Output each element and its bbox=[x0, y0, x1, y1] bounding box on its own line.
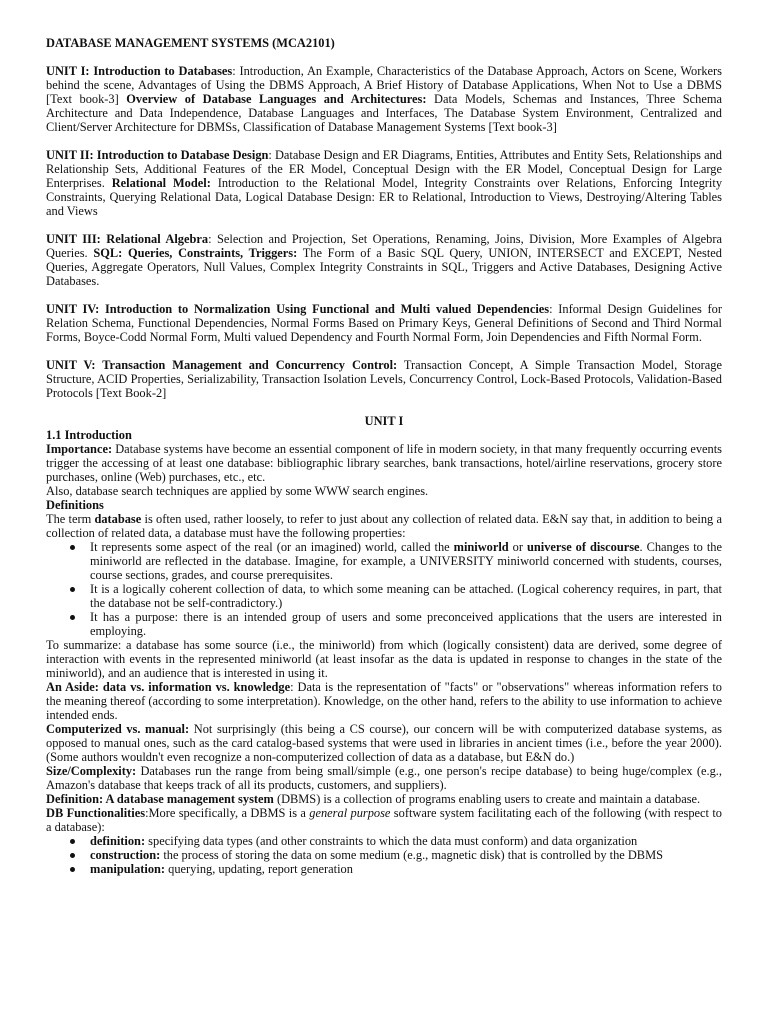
unit-subheading: Relational Model: bbox=[111, 176, 211, 190]
introduction-heading: 1.1 Introduction bbox=[46, 428, 132, 442]
unit-text: Data Models, Schemas and Instances, Three Schema Architecture and Data Independence, Database Languages and Interfaces, The Database System Environment, Centralized and Client/Server Architecture for DBMSs, Classification of Database Management Systems [Text book-3] bbox=[46, 92, 722, 134]
importance-text: Database systems have become an essential component of life in modern society, in that many frequently occurring events trigger the accessing of at least one database: bibliographic library searches, bank transactions, hotel/airline reservations, grocery store purchases, online (Web) purchases, etc., etc. bbox=[46, 442, 722, 484]
syllabus-unit-5 bbox=[46, 358, 722, 400]
importance-label: Importance: bbox=[46, 442, 113, 456]
list-item: It has a purpose: there is an intended group of users and some preconceived applications that the users are interested in employing. bbox=[90, 610, 722, 638]
text-run: It represents some aspect of the real (or an imagined) world, called the bbox=[90, 540, 454, 554]
list-item bbox=[90, 862, 722, 876]
unit-one-heading: UNIT I bbox=[364, 414, 404, 428]
manipulation-text: querying, updating, report generation bbox=[165, 862, 353, 876]
database-definition-paragraph bbox=[46, 512, 722, 540]
summary-paragraph: To summarize: a database has some source (i.e., the miniworld) from which (logically consistent) data are derived, some degree of interaction with events in the represented miniworld (at least insofar as the data is updated in response to changes in the state of the miniworld), and an audience that is interested in using it. bbox=[46, 638, 722, 680]
syllabus-unit-2 bbox=[46, 148, 722, 218]
also-paragraph: Also, database search techniques are applied by some WWW search engines. bbox=[46, 484, 429, 498]
general-purpose-term: general purpose bbox=[309, 806, 391, 820]
syllabus-unit-3 bbox=[46, 232, 722, 288]
dbms-definition-paragraph bbox=[46, 792, 722, 806]
construction-label: construction: bbox=[90, 848, 161, 862]
text-run: . Changes to the miniworld are reflected in the database. Imagine, for example, a UNIVERSITY miniworld concerned with students, courses, course sections, grades, and course prerequisites. bbox=[90, 540, 722, 582]
dbms-definition-label: Definition: A database management system bbox=[46, 792, 274, 806]
importance-paragraph bbox=[46, 442, 722, 484]
unit-subheading: SQL: Queries, Constraints, Triggers: bbox=[93, 246, 298, 260]
unit-text: The Form of a Basic SQL Query, UNION, INTERSECT and EXCEPT, Nested Queries, Aggregate Operators, Null Values, Complex Integrity Constraints in SQL, Triggers and Active Databases, Designing Active Databases. bbox=[46, 246, 722, 288]
unit-subheading: Overview of Database Languages and Architectures: bbox=[126, 92, 427, 106]
manipulation-label: manipulation: bbox=[90, 862, 166, 876]
text-run: is often used, rather loosely, to refer to just about any collection of related data. E&N say that, in addition to being a collection of related data, a database must have the following properties: bbox=[46, 512, 722, 540]
database-term: database bbox=[94, 512, 142, 526]
computerized-label: Computerized vs. manual: bbox=[46, 722, 190, 736]
definition-label: definition: bbox=[90, 834, 146, 848]
universe-of-discourse-term: universe of discourse bbox=[526, 540, 640, 554]
construction-text: the process of storing the data on some medium (e.g., magnetic disk) that is controlled by the DBMS bbox=[160, 848, 663, 862]
functionalities-list bbox=[46, 834, 722, 876]
unit-heading: UNIT II: Introduction to Database Design bbox=[46, 148, 269, 162]
unit-text: : Selection and Projection, Set Operations, Renaming, Joins, Division, More Examples of Algebra Queries. bbox=[46, 232, 722, 260]
unit-heading: UNIT IV: Introduction to Normalization Using Functional and Multi valued Dependencies bbox=[46, 302, 550, 316]
unit-text: : Introduction, An Example, Characteristics of the Database Approach, Actors on Scene, Workers behind the scene, Advantages of Using the DBMS Approach, A Brief History of Database Applications, When Not to Use a DBMS [Text book-3] bbox=[46, 64, 722, 106]
syllabus-unit-4 bbox=[46, 302, 722, 344]
text-run: software system facilitating each of the following (with respect to a database): bbox=[46, 806, 722, 834]
list-item: It is a logically coherent collection of data, to which some meaning can be attached. (Logical coherency requires, in part, that the database not be self-contradictory.) bbox=[90, 582, 722, 610]
list-item bbox=[90, 540, 722, 582]
functionalities-label: DB Functionalities bbox=[46, 806, 146, 820]
aside-text: : Data is the representation of "facts" or "observations" whereas information refers to the meaning thereof (according to some interpretation). Knowledge, on the other hand, refers to the ability to use information to achieve intended ends. bbox=[46, 680, 722, 722]
definitions-heading: Definitions bbox=[46, 498, 104, 512]
document-title: DATABASE MANAGEMENT SYSTEMS (MCA2101) bbox=[46, 36, 335, 50]
computerized-paragraph bbox=[46, 722, 722, 764]
unit-text: Transaction Concept, A Simple Transaction Model, Storage Structure, ACID Properties, Serializability, Transaction Isolation Levels, Concurrency Control, Lock-Based Protocols, Validation-Based Protocols [Text Book-2] bbox=[46, 358, 722, 400]
text-run: or bbox=[508, 540, 527, 554]
miniworld-term: miniworld bbox=[453, 540, 509, 554]
dbms-definition-text: (DBMS) is a collection of programs enabling users to create and maintain a database. bbox=[273, 792, 701, 806]
text-run: The term bbox=[46, 512, 95, 526]
computerized-text: Not surprisingly (this being a CS course), our concern will be with computerized database systems, as opposed to manual ones, such as the card catalog-based systems that were used in libraries in ancient times (i.e., before the year 2000). (Some authors wouldn't even recognize a non-computerized collection of data as a database, but E&N do.) bbox=[46, 722, 722, 764]
unit-text: : Database Design and ER Diagrams, Entities, Attributes and Entity Sets, Relationships and Relationship Sets, Additional Features of the ER Model, Conceptual Design with the ER Model, Conceptual Design for Large Enterprises. bbox=[46, 148, 722, 190]
text-run: :More specifically, a DBMS is a bbox=[145, 806, 310, 820]
functionalities-paragraph bbox=[46, 806, 722, 834]
unit-heading: UNIT I: Introduction to Databases bbox=[46, 64, 233, 78]
database-properties-list bbox=[46, 540, 722, 638]
aside-paragraph bbox=[46, 680, 722, 722]
size-label: Size/Complexity: bbox=[46, 764, 137, 778]
syllabus-unit-1 bbox=[46, 64, 722, 134]
unit-text: : Informal Design Guidelines for Relation Schema, Functional Dependencies, Normal Forms Based on Primary Keys, General Definitions of Second and Third Normal Forms, Boyce-Codd Normal Form, Multi valued Dependency and Fourth Normal Form, Join Dependencies and Fifth Normal Form. bbox=[46, 302, 722, 344]
list-item bbox=[90, 834, 722, 848]
unit-text: Introduction to the Relational Model, Integrity Constraints over Relations, Enforcing Integrity Constraints, Querying Relational Data, Logical Database Design: ER to Relational, Introduction to Views, Destroying/Altering Tables and Views bbox=[46, 176, 723, 218]
unit-heading: UNIT V: Transaction Management and Concurrency Control: bbox=[46, 358, 398, 372]
definition-text: specifying data types (and other constraints to which the data must conform) and data organization bbox=[145, 834, 638, 848]
size-paragraph bbox=[46, 764, 722, 792]
aside-label: An Aside: data vs. information vs. knowledge bbox=[46, 680, 291, 694]
size-text: Databases run the range from being small/simple (e.g., one person's recipe database) to being huge/complex (e.g., Amazon's database that keeps track of all its products, customers, and suppliers). bbox=[46, 764, 722, 792]
unit-heading: UNIT III: Relational Algebra bbox=[46, 232, 209, 246]
list-item bbox=[90, 848, 722, 862]
